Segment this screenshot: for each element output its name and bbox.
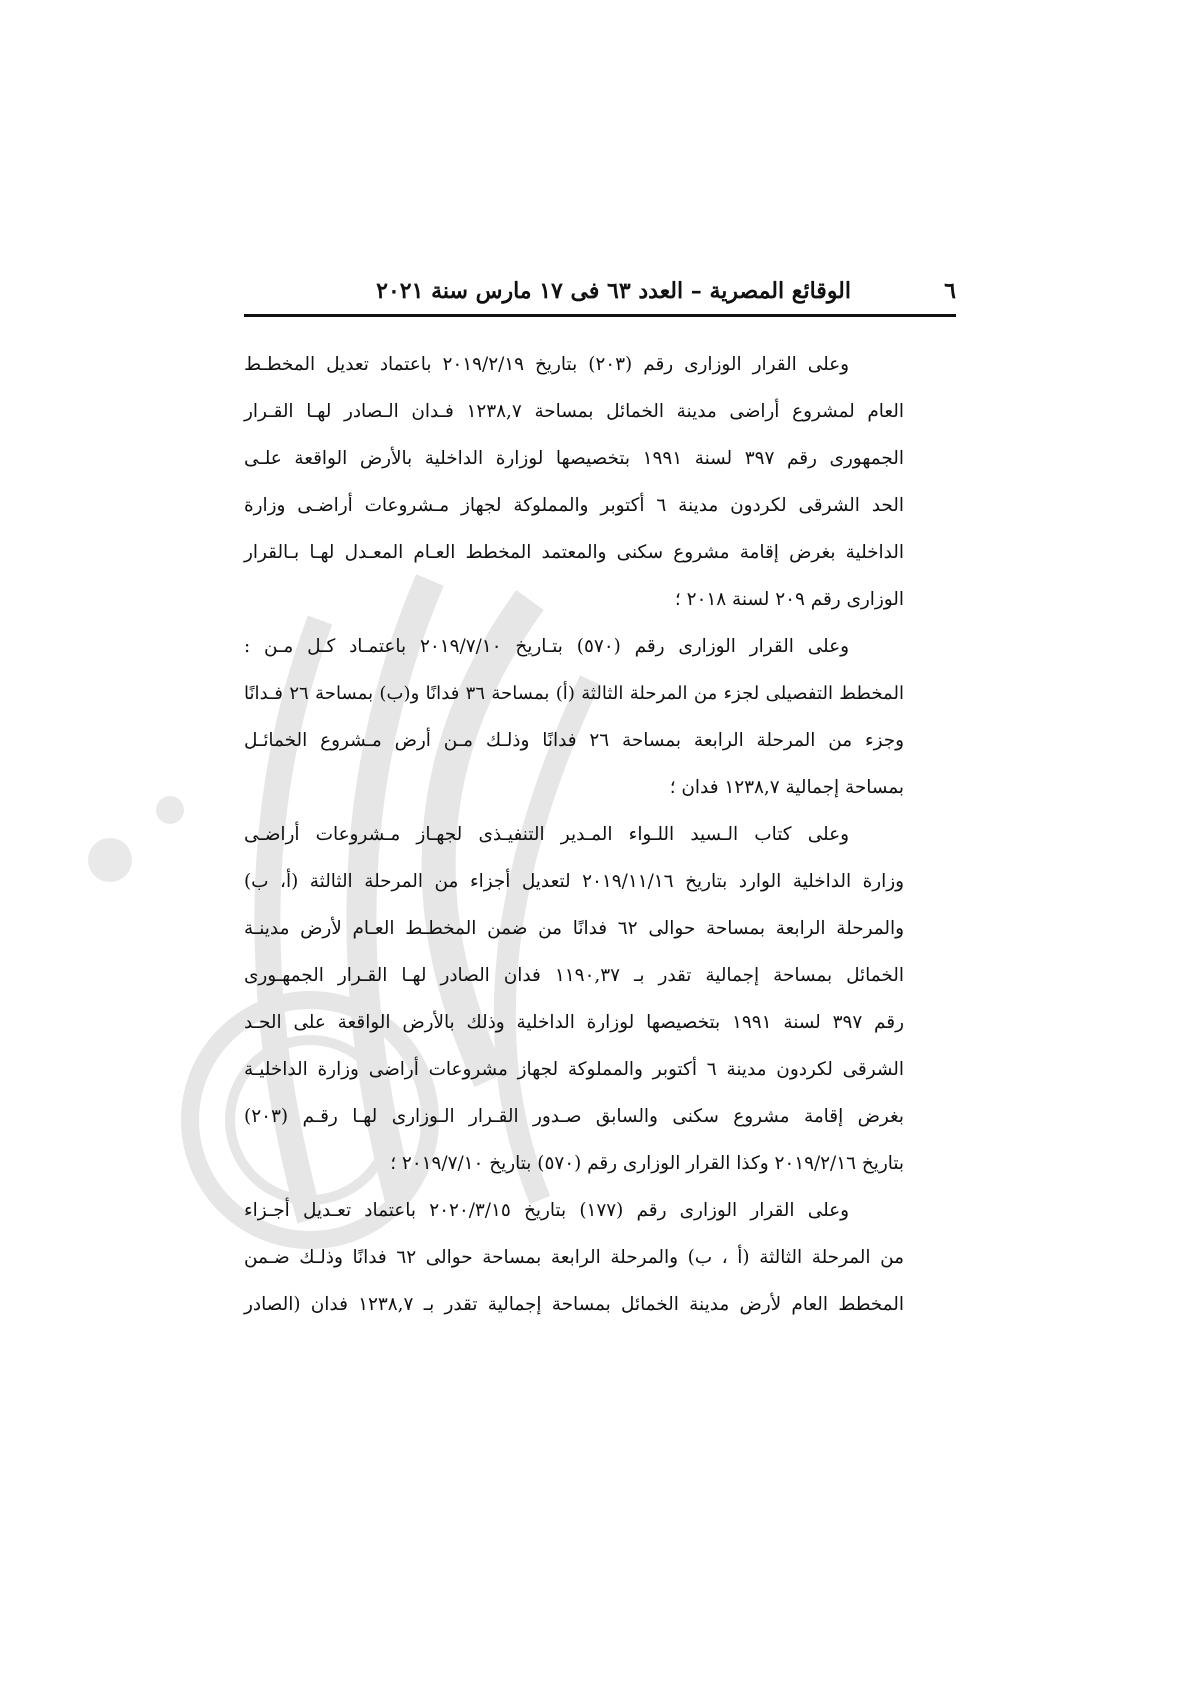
header-title: الوقائع المصرية – العدد ٦٣ فى ١٧ مارس سنة ٢٠٢١ [376,278,851,304]
text-line: الخمائل بمساحة إجمالية تقدر بـ ١١٩٠,٣٧ فدان الصادر لهـا القـرار الجمهـورى [244,965,904,986]
page-number: ٦ [944,278,956,304]
text-line: وزارة الداخلية الوارد بتاريخ ٢٠١٩/١١/١٦ لتعديل أجزاء من المرحلة الثالثة (أ، ب) [244,871,904,892]
text-line: الوزارى رقم ٢٠٩ لسنة ٢٠١٨ ؛ [674,589,904,610]
gazette-page [244,270,956,1328]
text-line: والمرحلة الرابعة بمساحة حوالى ٦٢ فدانًا من ضمن المخطـط العـام لأرض مدينـة [244,918,904,939]
paragraph [244,1187,956,1328]
text-line: وجزء من المرحلة الرابعة بمساحة ٢٦ فدانًا وذلـك مـن أرض مـشروع الخمائـل [244,730,904,751]
text-line: وعلى كتاب الـسيد اللـواء المـدير التنفيـذى لجهـاز مـشروعات أراضـى [244,824,849,845]
text-line: الشرقى لكردون مدينة ٦ أكتوبر والمملوكة لجهاز مشروعات أراضى وزارة الداخليـة [244,1059,904,1080]
text-line: رقم ٣٩٧ لسنة ١٩٩١ بتخصيصها لوزارة الداخلية وذلك بالأرض الواقعة على الحـد [244,1012,904,1033]
document-body [244,341,956,1328]
text-line: الحد الشرقى لكردون مدينة ٦ أكتوبر والمملوكة لجهاز مـشروعات أراضـى وزارة [244,495,904,516]
text-line: بغرض إقامة مشروع سكنى والسابق صـدور القـرار الـوزارى لهـا رقـم (٢٠٣) [244,1106,904,1127]
text-line: المخطط التفصيلى لجزء من المرحلة الثالثة (أ) بمساحة ٣٦ فدانًا و(ب) بمساحة ٢٦ فـدانًا [244,683,904,704]
paragraph [244,341,956,623]
text-line: من المرحلة الثالثة (أ ، ب) والمرحلة الرابعة بمساحة حوالى ٦٢ فدانًا وذلـك ضـمن [244,1247,904,1268]
text-line: الجمهورى رقم ٣٩٧ لسنة ١٩٩١ بتخصيصها لوزارة الداخلية بالأرض الواقعة علـى [244,448,904,469]
paragraph [244,811,956,1187]
text-line: وعلى القرار الوزارى رقم (٢٠٣) بتاريخ ٢٠١٩/٢/١٩ باعتماد تعديل المخطـط [244,354,850,375]
paragraph [244,623,956,811]
text-line: بمساحة إجمالية ١٢٣٨,٧ فدان ؛ [669,777,904,798]
text-line: العام لمشروع أراضى مدينة الخمائل بمساحة ١٢٣٨,٧ فـدان الـصادر لهـا القـرار [244,401,904,422]
page-header [244,270,956,317]
text-line: وعلى القرار الوزارى رقم (١٧٧) بتاريخ ٢٠٢٠/٣/١٥ باعتماد تعـديل أجـزاء [244,1200,850,1221]
text-line: بتاريخ ٢٠١٩/٢/١٦ وكذا القرار الوزارى رقم (٥٧٠) بتاريخ ٢٠١٩/٧/١٠ ؛ [390,1153,904,1174]
text-line: المخطط العام لأرض مدينة الخمائل بمساحة إجمالية تقدر بـ ١٢٣٨,٧ فدان (الصادر [244,1294,905,1315]
text-line: الداخلية بغرض إقامة مشروع سكنى والمعتمد المخطط العـام المعـدل لهـا بـالقرار [244,542,904,563]
text-line: وعلى القرار الوزارى رقم (٥٧٠) بتـاريخ ٢٠١٩/٧/١٠ باعتمـاد كـل مـن : [244,636,849,657]
